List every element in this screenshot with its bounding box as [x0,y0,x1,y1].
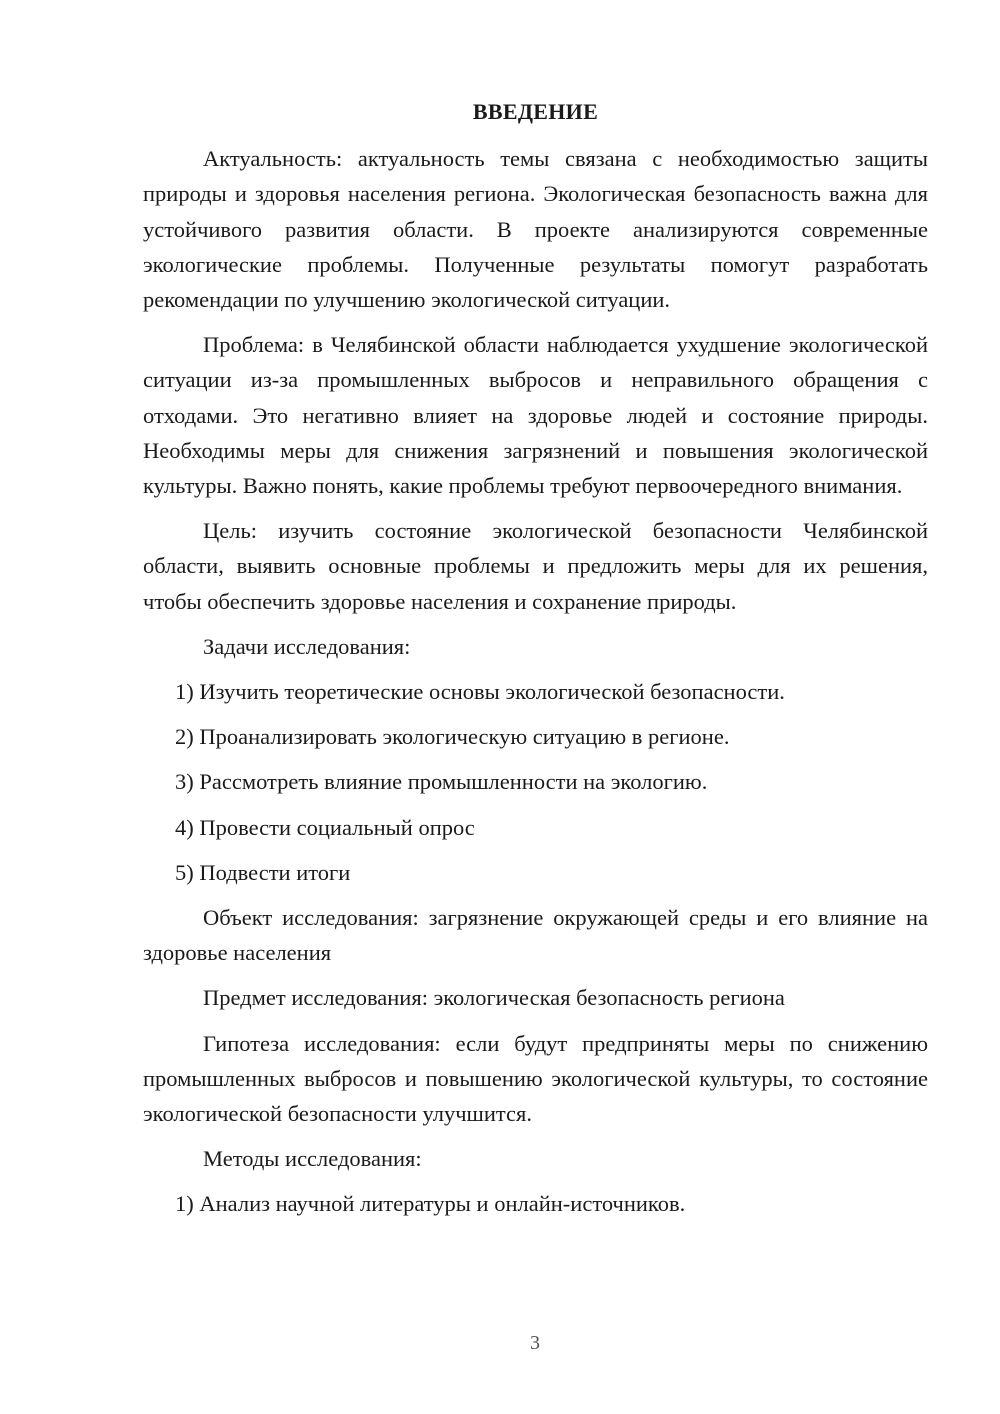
page-number: 3 [530,1332,540,1354]
goal-paragraph: Цель: изучить состояние экологической безопасности Челябинской области, выявить основные проблемы и предложить меры для их решения, чтобы обеспечить здоровье населения и сохранение природы. [143,518,928,614]
problem-paragraph: Проблема: в Челябинской области наблюдается ухудшение экологической ситуации из-за промышленных выбросов и неправильного обращения с отходами. Это негативно влияет на здоровье людей и состояние природы. Необходимы меры для снижения загрязнений и повышения экологической культуры. Важно понять, какие проблемы требуют первоочередного внимания. [143,332,928,499]
object-paragraph: Объект исследования: загрязнение окружающей среды и его влияние на здоровье населения [143,905,928,966]
hypothesis-paragraph: Гипотеза исследования: если будут предприняты меры по снижению промышленных выбросов и повышению экологической культуры, то состояние экологической безопасности улучшится. [143,1030,928,1127]
task-item: 1) Изучить теоретические основы экологической безопасности. [175,679,785,705]
page-content [143,94,928,1232]
task-item: 2) Проанализировать экологическую ситуацию в регионе. [175,724,730,750]
task-item: 4) Провести социальный опрос [175,814,475,840]
task-item: 5) Подвести итоги [175,859,351,885]
task-item: 3) Рассмотреть влияние промышленности на экологию. [175,769,708,795]
tasks-heading: Задачи исследования: [203,633,411,659]
methods-heading: Методы исследования: [203,1146,422,1172]
relevance-paragraph: Актуальность: актуальность темы связана с необходимостью защиты природы и здоровья населения региона. Экологическая безопасность важна для устойчивого развития области. В проекте анализируются современные экологические проблемы. Полученные результаты помогут разработать рекомендации по улучшению экологической ситуации. [143,146,928,313]
subject-paragraph: Предмет исследования: экологическая безопасность региона [203,985,785,1011]
section-title: ВВЕДЕНИЕ [472,99,599,124]
method-item: 1) Анализ научной литературы и онлайн-источников. [175,1191,686,1217]
